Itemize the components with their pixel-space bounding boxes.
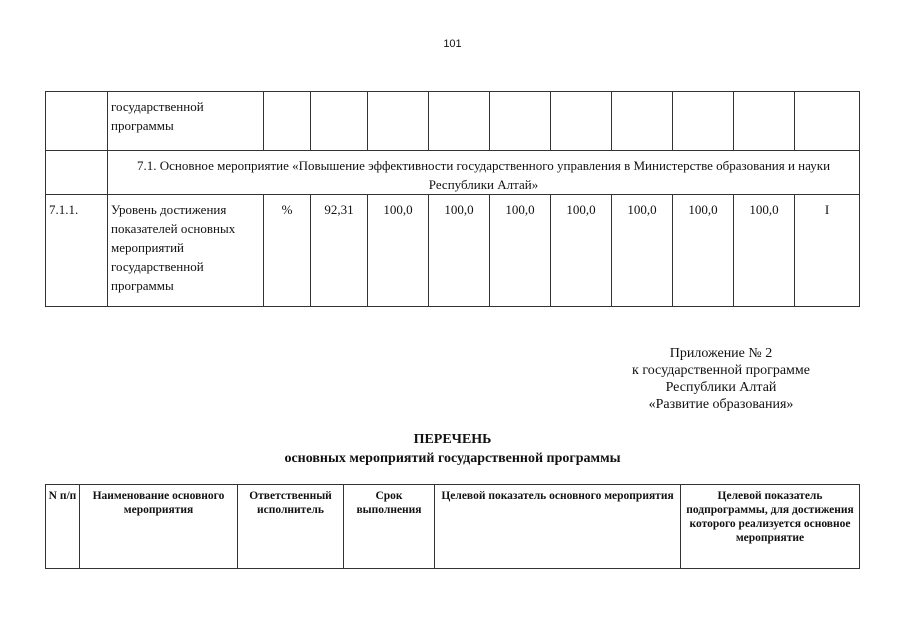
table-cell	[673, 92, 734, 151]
column-header: Наименование основного мероприятия	[80, 485, 238, 569]
annex-line: Республики Алтай	[665, 380, 777, 395]
column-header: Срок выполнения	[344, 485, 435, 569]
annex-line: Приложение № 2	[669, 346, 773, 361]
indicator-value: 100,0	[490, 195, 551, 307]
table-cell	[429, 92, 490, 151]
title-line: ПЕРЕЧЕНЬ	[413, 432, 492, 447]
annex-line: к государственной программе	[632, 363, 810, 378]
indicator-value: 92,31	[311, 195, 368, 307]
table-cell	[490, 92, 551, 151]
table-cell	[311, 92, 368, 151]
table-cell	[795, 92, 860, 151]
table-cell	[551, 92, 612, 151]
indicator-value: 100,0	[673, 195, 734, 307]
annex-block	[560, 345, 882, 413]
column-header: N п/п	[46, 485, 80, 569]
indicator-value: 100,0	[551, 195, 612, 307]
indicator-value: 100,0	[734, 195, 795, 307]
table-cell	[612, 92, 673, 151]
column-header: Ответственный исполнитель	[238, 485, 344, 569]
indicator-number: 7.1.1.	[46, 195, 108, 307]
table-cell	[368, 92, 429, 151]
table-header-row	[46, 485, 860, 569]
indicator-name: Уровень достижения показателей основных мероприятий государственной программы	[108, 195, 264, 307]
indicator-value: 100,0	[368, 195, 429, 307]
indicator-value: 100,0	[612, 195, 673, 307]
annex-line: «Развитие образования»	[648, 397, 794, 412]
table-cell	[46, 92, 108, 151]
page-number: 101	[443, 38, 462, 50]
table-cell	[734, 92, 795, 151]
indicator-value: 100,0	[429, 195, 490, 307]
indicator-value: I	[795, 195, 860, 307]
table-cell	[46, 151, 108, 195]
indicators-table	[45, 91, 860, 307]
table-cell-name: государственной программы	[108, 92, 264, 151]
table-row	[46, 195, 860, 307]
table-row	[46, 92, 860, 151]
activities-table	[45, 484, 860, 569]
document-title	[0, 430, 905, 468]
column-header: Целевой показатель подпрограммы, для достижения которого реализуется основное мероприятие	[681, 485, 860, 569]
section-heading-cell: 7.1. Основное мероприятие «Повышение эффективности государственного управления в Министерстве образования и науки Республики Алтай»	[108, 151, 860, 195]
table-row	[46, 151, 860, 195]
title-line: основных мероприятий государственной программы	[284, 451, 621, 466]
indicator-unit: %	[264, 195, 311, 307]
column-header: Целевой показатель основного мероприятия	[435, 485, 681, 569]
table-cell	[264, 92, 311, 151]
